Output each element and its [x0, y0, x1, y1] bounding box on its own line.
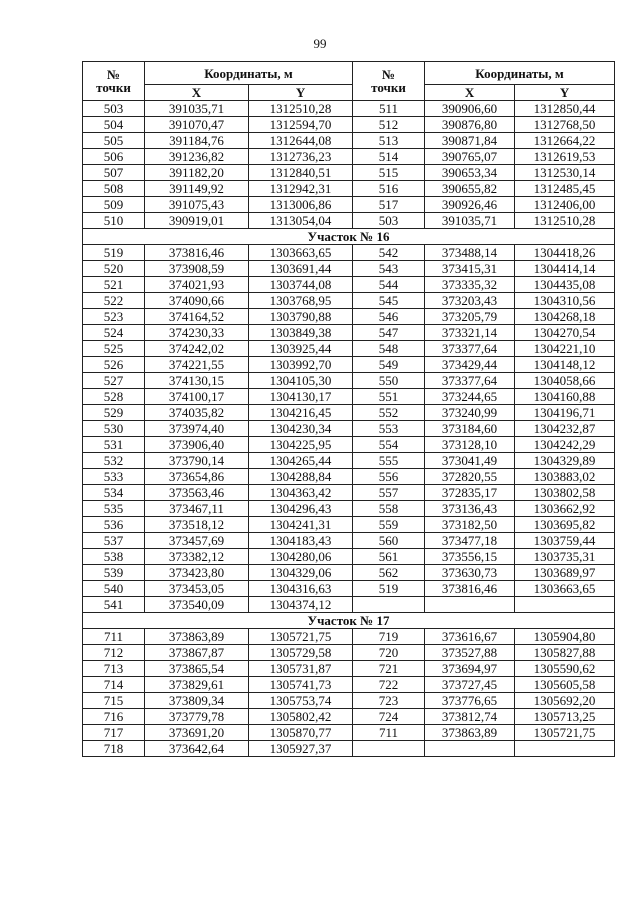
- point-label: точки: [96, 80, 131, 95]
- point-number-cell: 548: [353, 341, 425, 357]
- y-coordinate-cell: 1304241,31: [249, 517, 353, 533]
- x-coordinate-cell: 373865,54: [145, 661, 249, 677]
- point-number-cell: 532: [83, 453, 145, 469]
- point-number-cell: 503: [353, 213, 425, 229]
- x-coordinate-cell: [425, 597, 515, 613]
- coordinates-header: Координаты, м: [425, 62, 615, 85]
- y-coordinate-cell: 1312619,53: [515, 149, 615, 165]
- table-row: [83, 309, 615, 325]
- table-row: [83, 325, 615, 341]
- point-number-cell: 527: [83, 373, 145, 389]
- point-number-cell: 505: [83, 133, 145, 149]
- point-number-cell: 506: [83, 149, 145, 165]
- point-number-cell: 549: [353, 357, 425, 373]
- table-row: [83, 661, 615, 677]
- point-number-cell: 525: [83, 341, 145, 357]
- x-coordinate-cell: 373518,12: [145, 517, 249, 533]
- point-number-cell: 504: [83, 117, 145, 133]
- point-number-cell: 512: [353, 117, 425, 133]
- y-coordinate-cell: 1304242,29: [515, 437, 615, 453]
- table-row: [83, 213, 615, 229]
- x-coordinate-cell: 373809,34: [145, 693, 249, 709]
- point-number-cell: 539: [83, 565, 145, 581]
- point-number-cell: 554: [353, 437, 425, 453]
- point-number-cell: [353, 597, 425, 613]
- y-coordinate-cell: 1303992,70: [249, 357, 353, 373]
- y-coordinate-cell: 1303849,38: [249, 325, 353, 341]
- point-number-cell: 542: [353, 245, 425, 261]
- point-number-cell: 560: [353, 533, 425, 549]
- y-coordinate-cell: 1305753,74: [249, 693, 353, 709]
- x-coordinate-cell: 373203,43: [425, 293, 515, 309]
- x-coordinate-cell: 373429,44: [425, 357, 515, 373]
- x-coordinate-cell: 373377,64: [425, 341, 515, 357]
- y-coordinate-cell: 1305927,37: [249, 741, 353, 757]
- y-coordinate-cell: 1312594,70: [249, 117, 353, 133]
- table-row: [83, 517, 615, 533]
- point-number-cell: 547: [353, 325, 425, 341]
- table-row: [83, 261, 615, 277]
- x-coordinate-cell: 373812,74: [425, 709, 515, 725]
- y-coordinate-cell: 1304363,42: [249, 485, 353, 501]
- x-coordinate-cell: 373776,65: [425, 693, 515, 709]
- x-coordinate-cell: 373829,61: [145, 677, 249, 693]
- point-number-cell: 540: [83, 581, 145, 597]
- x-coordinate-cell: 391182,20: [145, 165, 249, 181]
- y-coordinate-cell: 1304058,66: [515, 373, 615, 389]
- x-coordinate-cell: 374221,55: [145, 357, 249, 373]
- y-coordinate-cell: [515, 741, 615, 757]
- x-coordinate-cell: 374100,17: [145, 389, 249, 405]
- number-sign: №: [106, 67, 121, 82]
- x-coordinate-cell: 390906,60: [425, 101, 515, 117]
- section-title-row: [83, 613, 615, 629]
- table-row: [83, 373, 615, 389]
- x-coordinate-cell: 373477,18: [425, 533, 515, 549]
- table-row: [83, 533, 615, 549]
- table-row: [83, 357, 615, 373]
- point-number-cell: 510: [83, 213, 145, 229]
- y-coordinate-cell: 1304105,30: [249, 373, 353, 389]
- point-number-cell: 509: [83, 197, 145, 213]
- table-row: [83, 117, 615, 133]
- y-coordinate-cell: 1304148,12: [515, 357, 615, 373]
- table-row: [83, 165, 615, 181]
- point-number-cell: [353, 741, 425, 757]
- point-number-cell: 513: [353, 133, 425, 149]
- y-coordinate-cell: 1312510,28: [249, 101, 353, 117]
- point-number-cell: 521: [83, 277, 145, 293]
- y-coordinate-cell: 1303883,02: [515, 469, 615, 485]
- x-coordinate-cell: 373727,45: [425, 677, 515, 693]
- point-number-cell: 511: [353, 101, 425, 117]
- x-coordinate-cell: 373863,89: [425, 725, 515, 741]
- x-coordinate-cell: 372820,55: [425, 469, 515, 485]
- x-coordinate-cell: 373790,14: [145, 453, 249, 469]
- table-row: [83, 501, 615, 517]
- x-coordinate-cell: 373240,99: [425, 405, 515, 421]
- table-row: [83, 197, 615, 213]
- x-coordinate-cell: 390876,80: [425, 117, 515, 133]
- point-number-cell: 537: [83, 533, 145, 549]
- x-coordinate-cell: 373136,43: [425, 501, 515, 517]
- x-coordinate-cell: 391184,76: [145, 133, 249, 149]
- y-coordinate-cell: 1312840,51: [249, 165, 353, 181]
- x-coordinate-cell: 390765,07: [425, 149, 515, 165]
- y-coordinate-cell: 1312644,08: [249, 133, 353, 149]
- point-number-cell: 514: [353, 149, 425, 165]
- x-coordinate-cell: 373691,20: [145, 725, 249, 741]
- point-number-cell: 531: [83, 437, 145, 453]
- section-title: Участок № 16: [83, 229, 615, 245]
- point-number-cell: 556: [353, 469, 425, 485]
- x-coordinate-cell: 373527,88: [425, 645, 515, 661]
- x-coordinate-cell: 373974,40: [145, 421, 249, 437]
- y-coordinate-cell: 1305729,58: [249, 645, 353, 661]
- x-coordinate-cell: 374090,66: [145, 293, 249, 309]
- point-number-cell: 715: [83, 693, 145, 709]
- x-coordinate-cell: 390919,01: [145, 213, 249, 229]
- x-coordinate-cell: 373467,11: [145, 501, 249, 517]
- point-number-cell: 723: [353, 693, 425, 709]
- point-number-cell: 536: [83, 517, 145, 533]
- y-coordinate-cell: 1305827,88: [515, 645, 615, 661]
- y-coordinate-cell: 1304221,10: [515, 341, 615, 357]
- x-coordinate-cell: 373642,64: [145, 741, 249, 757]
- point-number-cell: 559: [353, 517, 425, 533]
- table-row: [83, 709, 615, 725]
- table-row: [83, 405, 615, 421]
- y-coordinate-cell: 1304280,06: [249, 549, 353, 565]
- y-coordinate-cell: 1304265,44: [249, 453, 353, 469]
- point-number-cell: 543: [353, 261, 425, 277]
- x-coordinate-cell: 373415,31: [425, 261, 515, 277]
- y-coordinate-cell: 1312510,28: [515, 213, 615, 229]
- x-coordinate-cell: 372835,17: [425, 485, 515, 501]
- table-row: [83, 245, 615, 261]
- y-coordinate-cell: 1312530,14: [515, 165, 615, 181]
- y-coordinate-cell: 1303744,08: [249, 277, 353, 293]
- point-number-cell: 712: [83, 645, 145, 661]
- point-number-cell: 546: [353, 309, 425, 325]
- y-coordinate-cell: 1303689,97: [515, 565, 615, 581]
- point-number-header: [353, 62, 425, 101]
- section-title: Участок № 17: [83, 613, 615, 629]
- y-coordinate-cell: 1304435,08: [515, 277, 615, 293]
- x-coordinate-cell: 373556,15: [425, 549, 515, 565]
- y-coordinate-cell: 1312664,22: [515, 133, 615, 149]
- x-coordinate-cell: 374021,93: [145, 277, 249, 293]
- point-number-cell: 516: [353, 181, 425, 197]
- point-number-cell: 522: [83, 293, 145, 309]
- table-row: [83, 549, 615, 565]
- point-number-cell: 529: [83, 405, 145, 421]
- point-number-cell: 562: [353, 565, 425, 581]
- point-number-cell: 517: [353, 197, 425, 213]
- x-coordinate-cell: 373244,65: [425, 389, 515, 405]
- y-coordinate-cell: 1305731,87: [249, 661, 353, 677]
- x-coordinate-cell: 390653,34: [425, 165, 515, 181]
- point-number-cell: 717: [83, 725, 145, 741]
- y-coordinate-cell: [515, 597, 615, 613]
- table-row: [83, 293, 615, 309]
- x-coordinate-cell: 373694,97: [425, 661, 515, 677]
- y-coordinate-cell: 1313006,86: [249, 197, 353, 213]
- y-coordinate-cell: 1304183,43: [249, 533, 353, 549]
- point-number-cell: 519: [353, 581, 425, 597]
- x-coordinate-cell: 373205,79: [425, 309, 515, 325]
- y-coordinate-cell: 1305721,75: [515, 725, 615, 741]
- point-number-cell: 515: [353, 165, 425, 181]
- y-coordinate-cell: 1305692,20: [515, 693, 615, 709]
- point-number-cell: 711: [353, 725, 425, 741]
- y-coordinate-cell: 1305713,25: [515, 709, 615, 725]
- x-coordinate-cell: 374035,82: [145, 405, 249, 421]
- x-coordinate-cell: 391070,47: [145, 117, 249, 133]
- y-coordinate-cell: 1303663,65: [515, 581, 615, 597]
- x-coordinate-cell: 373906,40: [145, 437, 249, 453]
- y-coordinate-cell: 1304196,71: [515, 405, 615, 421]
- x-coordinate-cell: 391035,71: [425, 213, 515, 229]
- y-coordinate-cell: 1312850,44: [515, 101, 615, 117]
- point-number-cell: 721: [353, 661, 425, 677]
- y-coordinate-cell: 1313054,04: [249, 213, 353, 229]
- point-number-cell: 714: [83, 677, 145, 693]
- table-row: [83, 133, 615, 149]
- point-number-cell: 550: [353, 373, 425, 389]
- point-number-cell: 557: [353, 485, 425, 501]
- x-coordinate-cell: 391035,71: [145, 101, 249, 117]
- y-coordinate-cell: 1305904,80: [515, 629, 615, 645]
- x-coordinate-cell: [425, 741, 515, 757]
- x-coordinate-cell: 373654,86: [145, 469, 249, 485]
- x-coordinate-cell: 373563,46: [145, 485, 249, 501]
- table-row: [83, 181, 615, 197]
- x-coordinate-cell: 390926,46: [425, 197, 515, 213]
- y-coordinate-cell: 1305741,73: [249, 677, 353, 693]
- coordinates-table: [82, 61, 615, 757]
- coordinates-header: Координаты, м: [145, 62, 353, 85]
- y-coordinate-cell: 1304130,17: [249, 389, 353, 405]
- point-number-cell: 555: [353, 453, 425, 469]
- y-coordinate-cell: 1303663,65: [249, 245, 353, 261]
- x-coordinate-cell: 391236,82: [145, 149, 249, 165]
- table-row: [83, 677, 615, 693]
- y-coordinate-cell: 1304268,18: [515, 309, 615, 325]
- y-coordinate-cell: 1304374,12: [249, 597, 353, 613]
- x-header: X: [425, 85, 515, 101]
- table-row: [83, 741, 615, 757]
- x-coordinate-cell: 373488,14: [425, 245, 515, 261]
- y-coordinate-cell: 1304270,54: [515, 325, 615, 341]
- y-coordinate-cell: 1304329,06: [249, 565, 353, 581]
- y-coordinate-cell: 1304316,63: [249, 581, 353, 597]
- y-coordinate-cell: 1304310,56: [515, 293, 615, 309]
- table-row: [83, 485, 615, 501]
- x-coordinate-cell: 373321,14: [425, 325, 515, 341]
- table-subheader-row: [83, 85, 615, 101]
- point-number-cell: 503: [83, 101, 145, 117]
- point-number-cell: 551: [353, 389, 425, 405]
- y-coordinate-cell: 1312485,45: [515, 181, 615, 197]
- y-coordinate-cell: 1304225,95: [249, 437, 353, 453]
- point-number-cell: 533: [83, 469, 145, 485]
- y-coordinate-cell: 1303695,82: [515, 517, 615, 533]
- point-number-cell: 519: [83, 245, 145, 261]
- y-coordinate-cell: 1304160,88: [515, 389, 615, 405]
- table-row: [83, 453, 615, 469]
- y-coordinate-cell: 1304230,34: [249, 421, 353, 437]
- point-number-cell: 541: [83, 597, 145, 613]
- table-row: [83, 693, 615, 709]
- table-row: [83, 597, 615, 613]
- y-coordinate-cell: 1312736,23: [249, 149, 353, 165]
- y-coordinate-cell: 1312768,50: [515, 117, 615, 133]
- y-coordinate-cell: 1305721,75: [249, 629, 353, 645]
- table-row: [83, 565, 615, 581]
- point-number-cell: 508: [83, 181, 145, 197]
- point-number-cell: 534: [83, 485, 145, 501]
- point-number-cell: 716: [83, 709, 145, 725]
- y-coordinate-cell: 1304418,26: [515, 245, 615, 261]
- x-header: X: [145, 85, 249, 101]
- point-number-cell: 544: [353, 277, 425, 293]
- y-coordinate-cell: 1304296,43: [249, 501, 353, 517]
- point-number-cell: 720: [353, 645, 425, 661]
- x-coordinate-cell: 373184,60: [425, 421, 515, 437]
- point-number-cell: 719: [353, 629, 425, 645]
- page-number: 99: [313, 36, 327, 51]
- table-row: [83, 629, 615, 645]
- point-number-cell: 553: [353, 421, 425, 437]
- x-coordinate-cell: 373816,46: [425, 581, 515, 597]
- table-row: [83, 421, 615, 437]
- point-number-cell: 722: [353, 677, 425, 693]
- y-coordinate-cell: 1304216,45: [249, 405, 353, 421]
- table-row: [83, 149, 615, 165]
- y-coordinate-cell: 1304329,89: [515, 453, 615, 469]
- point-number-cell: 724: [353, 709, 425, 725]
- point-number-cell: 713: [83, 661, 145, 677]
- table-row: [83, 277, 615, 293]
- x-coordinate-cell: 373041,49: [425, 453, 515, 469]
- x-coordinate-cell: 373630,73: [425, 565, 515, 581]
- table-row: [83, 725, 615, 741]
- point-number-cell: 561: [353, 549, 425, 565]
- table-header-row: [83, 62, 615, 85]
- table-row: [83, 469, 615, 485]
- point-number-cell: 526: [83, 357, 145, 373]
- x-coordinate-cell: 390655,82: [425, 181, 515, 197]
- point-number-cell: 538: [83, 549, 145, 565]
- x-coordinate-cell: 373867,87: [145, 645, 249, 661]
- point-number-cell: 524: [83, 325, 145, 341]
- y-coordinate-cell: 1303790,88: [249, 309, 353, 325]
- x-coordinate-cell: 373863,89: [145, 629, 249, 645]
- x-coordinate-cell: 373423,80: [145, 565, 249, 581]
- x-coordinate-cell: 373779,78: [145, 709, 249, 725]
- x-coordinate-cell: 374164,52: [145, 309, 249, 325]
- point-number-cell: 523: [83, 309, 145, 325]
- table-row: [83, 341, 615, 357]
- section-title-row: [83, 229, 615, 245]
- point-number-cell: 520: [83, 261, 145, 277]
- x-coordinate-cell: 373908,59: [145, 261, 249, 277]
- y-coordinate-cell: 1303925,44: [249, 341, 353, 357]
- y-coordinate-cell: 1303662,92: [515, 501, 615, 517]
- y-coordinate-cell: 1305590,62: [515, 661, 615, 677]
- x-coordinate-cell: 373453,05: [145, 581, 249, 597]
- point-label: точки: [371, 80, 406, 95]
- x-coordinate-cell: 373816,46: [145, 245, 249, 261]
- table-row: [83, 645, 615, 661]
- y-coordinate-cell: 1304288,84: [249, 469, 353, 485]
- point-number-cell: 552: [353, 405, 425, 421]
- y-coordinate-cell: 1305802,42: [249, 709, 353, 725]
- y-coordinate-cell: 1303768,95: [249, 293, 353, 309]
- y-coordinate-cell: 1312942,31: [249, 181, 353, 197]
- y-coordinate-cell: 1303735,31: [515, 549, 615, 565]
- x-coordinate-cell: 390871,84: [425, 133, 515, 149]
- y-header: Y: [515, 85, 615, 101]
- x-coordinate-cell: 373182,50: [425, 517, 515, 533]
- point-number-cell: 507: [83, 165, 145, 181]
- x-coordinate-cell: 374130,15: [145, 373, 249, 389]
- x-coordinate-cell: 373540,09: [145, 597, 249, 613]
- point-number-header: [83, 62, 145, 101]
- y-coordinate-cell: 1312406,00: [515, 197, 615, 213]
- y-coordinate-cell: 1303759,44: [515, 533, 615, 549]
- point-number-cell: 530: [83, 421, 145, 437]
- y-coordinate-cell: 1303691,44: [249, 261, 353, 277]
- x-coordinate-cell: 373377,64: [425, 373, 515, 389]
- table-row: [83, 389, 615, 405]
- point-number-cell: 711: [83, 629, 145, 645]
- point-number-cell: 535: [83, 501, 145, 517]
- point-number-cell: 718: [83, 741, 145, 757]
- x-coordinate-cell: 391075,43: [145, 197, 249, 213]
- table-row: [83, 101, 615, 117]
- point-number-cell: 528: [83, 389, 145, 405]
- y-coordinate-cell: 1304232,87: [515, 421, 615, 437]
- y-coordinate-cell: 1303802,58: [515, 485, 615, 501]
- y-coordinate-cell: 1304414,14: [515, 261, 615, 277]
- y-coordinate-cell: 1305870,77: [249, 725, 353, 741]
- x-coordinate-cell: 373128,10: [425, 437, 515, 453]
- y-header: Y: [249, 85, 353, 101]
- x-coordinate-cell: 374242,02: [145, 341, 249, 357]
- table-body: [83, 101, 615, 757]
- point-number-cell: 558: [353, 501, 425, 517]
- table-row: [83, 437, 615, 453]
- number-sign: №: [381, 67, 396, 82]
- x-coordinate-cell: 373616,67: [425, 629, 515, 645]
- y-coordinate-cell: 1305605,58: [515, 677, 615, 693]
- x-coordinate-cell: 391149,92: [145, 181, 249, 197]
- x-coordinate-cell: 373382,12: [145, 549, 249, 565]
- x-coordinate-cell: 373457,69: [145, 533, 249, 549]
- x-coordinate-cell: 373335,32: [425, 277, 515, 293]
- table-row: [83, 581, 615, 597]
- point-number-cell: 545: [353, 293, 425, 309]
- x-coordinate-cell: 374230,33: [145, 325, 249, 341]
